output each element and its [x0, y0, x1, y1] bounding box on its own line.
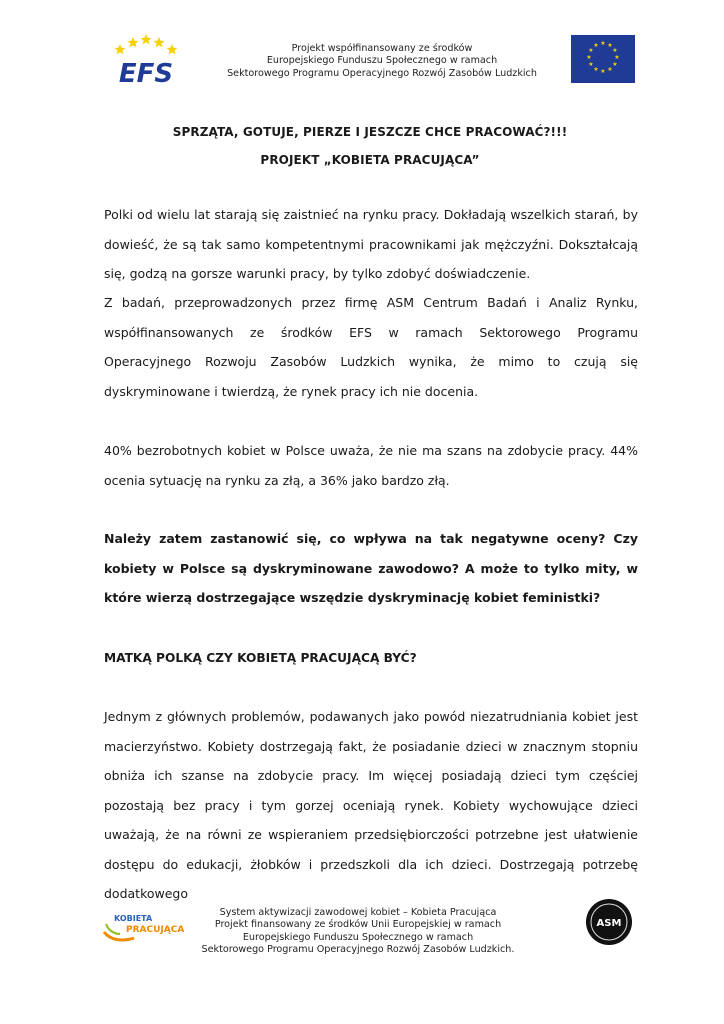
svg-text:★: ★ [588, 61, 594, 68]
svg-text:★: ★ [612, 47, 618, 54]
kobieta-pracujaca-logo [100, 910, 192, 944]
svg-text:★: ★ [607, 42, 613, 49]
paragraph-3: 40% bezrobotnych kobiet w Polsce uważa, że nie ma szans na zdobycie pracy. 44% ocenia sytuację na rynku za złą, a 36% jako bardzo złą. [104, 443, 638, 488]
svg-text:★: ★ [600, 68, 606, 75]
footer-line-3: Europejskiego Funduszu Społecznego w ramach [242, 931, 474, 943]
sub-title: PROJEKT „KOBIETA PRACUJĄCA” [260, 153, 480, 167]
svg-text:★: ★ [607, 66, 613, 73]
section-heading: MATKĄ POLKĄ CZY KOBIETĄ PRACUJĄCĄ BYĆ? [104, 651, 417, 665]
eu-flag-icon [571, 35, 635, 83]
footer-line-2: Projekt finansowany ze środków Unii Europejskiej w ramach [214, 919, 502, 931]
kp-logo-top: KOBIETA [114, 914, 153, 923]
svg-text:★: ★ [588, 47, 594, 54]
main-title: SPRZĄTA, GOTUJE, PIERZE I JESZCZE CHCE PRACOWAĆ?!!! [172, 125, 568, 139]
svg-text:★: ★ [614, 54, 620, 61]
svg-text:★: ★ [586, 54, 592, 61]
paragraph-5: Jednym z głównych problemów, podawanych jako powód niezatrudniania kobiet jest macierzyństwo. Kobiety dostrzegają fakt, że posiadanie dzieci w znacznym stopniu obniża ich szanse na zdobycie pracy. Im więcej posiadają dzieci tym częściej pozostają bez pracy i tym gorzej oceniają rynek. Kobiety wychowujące dzieci uważają, że na równi ze wspieraniem przedsiębiorczości potrzebne jest ułatwienie dostępu do edukacji, żłobków i przedszkoli dla ich dzieci. Dostrzegają potrzebę dodatkowego [104, 709, 638, 901]
svg-text:★: ★ [612, 61, 618, 68]
footer-text [190, 907, 526, 957]
footer-line-4: Sektorowego Programu Operacyjnego Rozwój Zasobów Ludzkich. [201, 944, 515, 956]
kp-logo-bottom: PRACUJĄCA [126, 925, 185, 935]
efs-logo-text: EFS [118, 59, 174, 88]
footer-line-1: System aktywizacji zawodowej kobiet – Kobieta Pracująca [219, 907, 497, 918]
svg-text:★: ★ [593, 66, 599, 73]
paragraph-4-bold: Należy zatem zastanowić się, co wpływa na tak negatywne oceny? Czy kobiety w Polsce są dyskryminowane zawodowo? A może to tylko mity, w które wierzą dostrzegające wszędzie dyskryminację kobiet feministki? [104, 531, 638, 605]
asm-logo [585, 898, 633, 946]
header-text [210, 43, 554, 80]
svg-text:★: ★ [593, 42, 599, 49]
header-line-2: Europejskiego Funduszu Społecznego w ramach [266, 55, 498, 67]
header-line-3: Sektorowego Programu Operacyjnego Rozwój Zasobów Ludzkich [227, 67, 537, 79]
asm-logo-text: ASM [596, 918, 622, 929]
efs-logo [106, 32, 186, 88]
svg-text:★: ★ [600, 40, 606, 47]
paragraph-1: Polki od wielu lat starają się zaistnieć na rynku pracy. Dokładają wszelkich starań, by dowieść, że są tak samo kompetentnymi pracownikami jak mężczyźni. Dokształcają się, godzą na gorsze warunki pracy, by tylko zdobyć doświadczenie. [104, 207, 638, 281]
header-line-1: Projekt współfinansowany ze środków [291, 43, 473, 54]
paragraph-2: Z badań, przeprowadzonych przez firmę ASM Centrum Badań i Analiz Rynku, współfinansowanych ze środków EFS w ramach Sektorowego Programu Operacyjnego Rozwoju Zasobów Ludzkich wynika, że mimo to czują się dyskryminowane i twierdzą, że rynek pracy ich nie docenia. [104, 295, 638, 399]
